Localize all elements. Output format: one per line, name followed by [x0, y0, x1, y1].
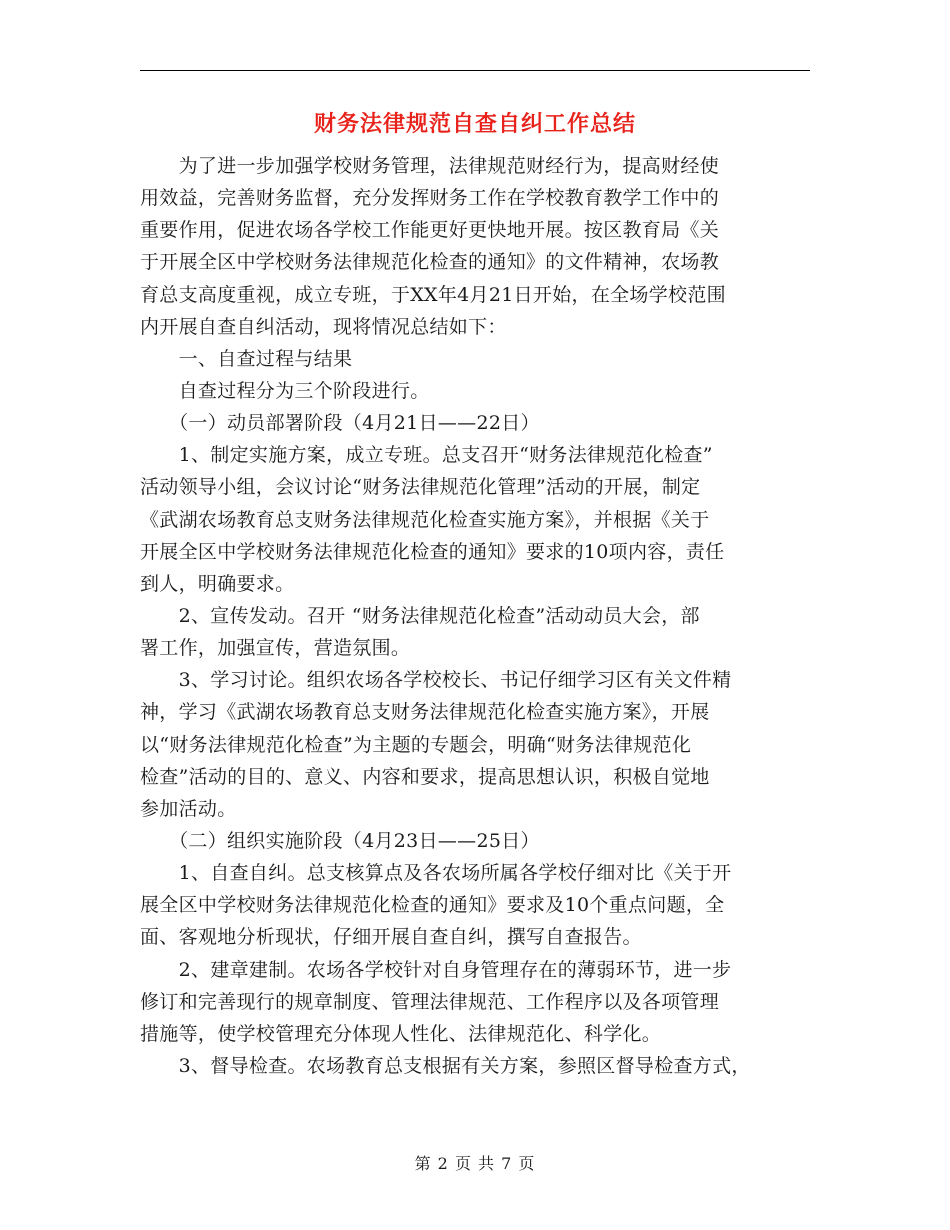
text-line: 用效益，完善财务监督，充分发挥财务工作在学校教育教学工作中的: [140, 187, 720, 210]
document-title: 财务法律规范自查自纠工作总结: [313, 112, 636, 137]
text-line: 2、建章建制。农场各学校针对自身管理存在的薄弱环节，进一步: [140, 958, 732, 981]
text-line: 3、学习讨论。组织农场各学校校长、书记仔细学习区有关文件精: [140, 669, 732, 692]
text-line: 1、制定实施方案，成立专班。总支召开“财务法律规范化检查”: [140, 444, 713, 467]
text-line: 神，学习《武湖农场教育总支财务法律规范化检查实施方案》，开展: [140, 701, 710, 724]
text-line: 《武湖农场教育总支财务法律规范化检查实施方案》，并根据《关于: [140, 508, 710, 531]
text-line: （二）组织实施阶段（4月23日——25日）: [140, 829, 540, 852]
text-line: 2、宣传发动。召开 “财务法律规范化检查”活动动员大会，部: [140, 604, 700, 627]
text-line: 重要作用，促进农场各学校工作能更好更快地开展。按区教育局《关: [140, 219, 720, 242]
text-line: 以“财务法律规范化检查”为主题的专题会，明确“财务法律规范化: [140, 733, 692, 756]
page-footer: 第 2 页 共 7 页: [414, 1154, 536, 1173]
text-line: 育总支高度重视，成立专班，于XX年4月21日开始，在全场学校范围: [140, 283, 726, 306]
text-line: 检查”活动的目的、意义、内容和要求，提高思想认识，积极自觉地: [140, 765, 710, 788]
document-body: [140, 150, 820, 1082]
text-line: 修订和完善现行的规章制度、管理法律规范、工作程序以及各项管理: [140, 990, 720, 1013]
text-line: 一、自查过程与结果: [140, 347, 353, 370]
text-line: 面、客观地分析现状，仔细开展自查自纠，撰写自查报告。: [140, 926, 642, 949]
text-line: 3、督导检查。农场教育总支根据有关方案，参照区督导检查方式，: [140, 1054, 751, 1077]
text-line: 展全区中学校财务法律规范化检查的通知》要求及10个重点问题，全: [140, 894, 725, 917]
text-line: 开展全区中学校财务法律规范化检查的通知》要求的10项内容，责任: [140, 540, 725, 563]
text-line: （一）动员部署阶段（4月21日——22日）: [140, 412, 540, 435]
text-line: 措施等，使学校管理充分体现人性化、法律规范化、科学化。: [140, 1022, 662, 1045]
text-line: 参加活动。: [140, 797, 237, 820]
text-line: 1、自查自纠。总支核算点及各农场所属各学校仔细对比《关于开: [140, 862, 732, 885]
text-line: 署工作，加强宣传，营造氛围。: [140, 637, 411, 660]
text-line: 内开展自查自纠活动，现将情况总结如下：: [140, 315, 507, 338]
header-rule: [140, 70, 810, 71]
text-line: 自查过程分为三个阶段进行。: [140, 379, 430, 402]
text-line: 到人，明确要求。: [140, 572, 295, 595]
text-line: 于开展全区中学校财务法律规范化检查的通知》的文件精神，农场教: [140, 251, 720, 274]
text-line: 为了进一步加强学校财务管理，法律规范财经行为，提高财经使: [140, 155, 720, 177]
text-line: 活动领导小组，会议讨论“财务法律规范化管理”活动的开展，制定: [140, 476, 701, 499]
